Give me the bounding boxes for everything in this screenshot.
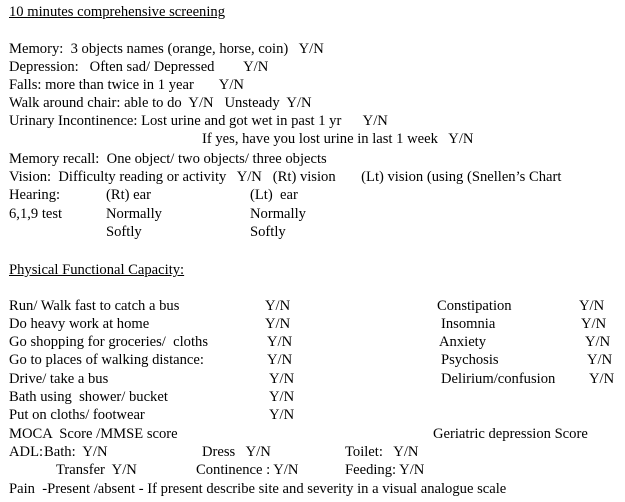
adl-dress: Dress Y/N bbox=[202, 444, 271, 460]
condition-label: Constipation bbox=[437, 298, 512, 314]
hearing-label: Hearing: bbox=[9, 187, 61, 203]
condition-label: Anxiety bbox=[439, 334, 487, 350]
adl-label: ADL: bbox=[9, 444, 44, 460]
moca-score-line: MOCA Score /MMSE score bbox=[9, 426, 178, 442]
condition-answer: Y/N bbox=[581, 316, 607, 332]
physical-item-answer: Y/N bbox=[267, 352, 293, 368]
test-label: 6,1,9 test bbox=[9, 206, 63, 222]
physical-item-answer: Y/N bbox=[265, 316, 291, 332]
lt-normally: Normally bbox=[250, 206, 306, 222]
vision-line: Vision: Difficulty reading or activity Y/N (Rt) vision (Lt) vision (using (Snellen’s Chart bbox=[9, 169, 562, 185]
urinary-line: Urinary Incontinence: Lost urine and got wet in past 1 yr Y/N bbox=[9, 113, 388, 129]
physical-item-answer: Y/N bbox=[269, 389, 295, 405]
lt-ear-label: (Lt) ear bbox=[250, 187, 298, 203]
condition-label: Insomnia bbox=[441, 316, 496, 332]
physical-heading: Physical Functional Capacity: bbox=[9, 262, 185, 278]
condition-answer: Y/N bbox=[579, 298, 605, 314]
physical-item-label: Do heavy work at home bbox=[9, 316, 150, 332]
adl-bath: Bath: Y/N bbox=[44, 444, 108, 460]
memory-line: Memory: 3 objects names (orange, horse, coin) Y/N bbox=[9, 41, 324, 57]
adl-feeding: Feeding: Y/N bbox=[345, 462, 425, 478]
physical-item-label: Bath using shower/ bucket bbox=[9, 389, 168, 405]
rt-softly: Softly bbox=[106, 224, 142, 240]
adl-transfer: Transfer Y/N bbox=[56, 462, 137, 478]
urinary-followup-line: If yes, have you lost urine in last 1 week Y/N bbox=[202, 131, 474, 147]
rt-normally: Normally bbox=[106, 206, 162, 222]
physical-item-label: Drive/ take a bus bbox=[9, 371, 109, 387]
condition-answer: Y/N bbox=[589, 371, 615, 387]
adl-toilet: Toilet: Y/N bbox=[345, 444, 419, 460]
geriatric-depression-score-label: Geriatric depression Score bbox=[433, 426, 588, 442]
physical-item-answer: Y/N bbox=[269, 407, 295, 423]
pain-line: Pain -Present /absent - If present describe site and severity in a visual analogue scale bbox=[9, 481, 507, 497]
lt-softly: Softly bbox=[250, 224, 286, 240]
physical-item-label: Go shopping for groceries/ cloths bbox=[9, 334, 209, 350]
adl-continence: Continence : Y/N bbox=[196, 462, 299, 478]
physical-item-answer: Y/N bbox=[269, 371, 295, 387]
rt-ear-label: (Rt) ear bbox=[106, 187, 151, 203]
walk-line: Walk around chair: able to do Y/N Unsteady Y/N bbox=[9, 95, 312, 111]
page-title: 10 minutes comprehensive screening bbox=[9, 4, 226, 20]
falls-line: Falls: more than twice in 1 year Y/N bbox=[9, 77, 244, 93]
physical-item-label: Put on cloths/ footwear bbox=[9, 407, 145, 423]
physical-item-answer: Y/N bbox=[267, 334, 293, 350]
condition-answer: Y/N bbox=[585, 334, 611, 350]
physical-item-label: Run/ Walk fast to catch a bus bbox=[9, 298, 180, 314]
memory-recall-line: Memory recall: One object/ two objects/ three objects bbox=[9, 151, 327, 167]
condition-answer: Y/N bbox=[587, 352, 613, 368]
condition-label: Psychosis bbox=[441, 352, 499, 368]
physical-item-label: Go to places of walking distance: bbox=[9, 352, 204, 368]
condition-label: Delirium/confusion bbox=[441, 371, 556, 387]
depression-line: Depression: Often sad/ Depressed Y/N bbox=[9, 59, 269, 75]
physical-item-answer: Y/N bbox=[265, 298, 291, 314]
